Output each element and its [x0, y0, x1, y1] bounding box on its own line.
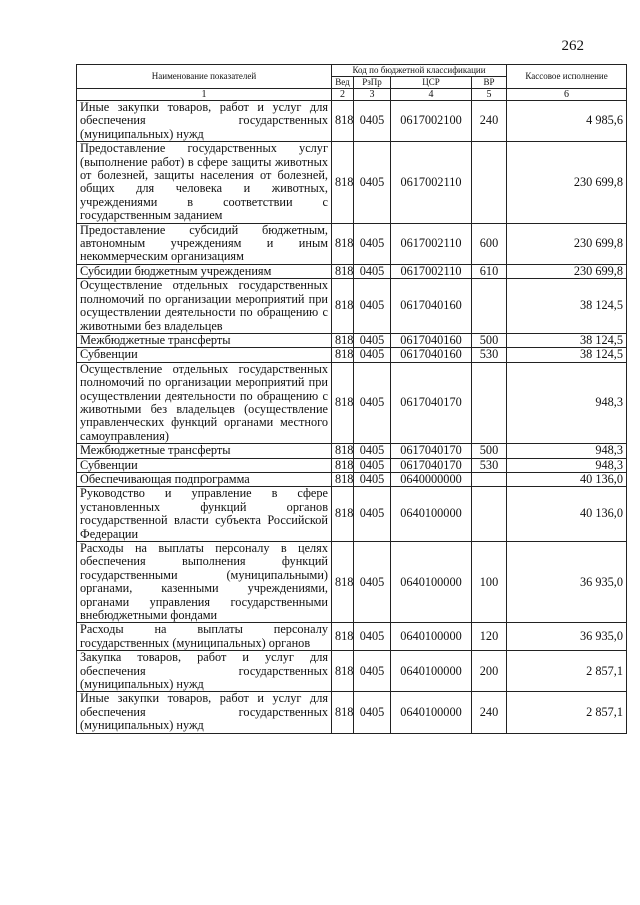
row-rzpr: 0405 [354, 444, 391, 458]
row-csr: 0617040170 [391, 444, 472, 458]
column-number-row [77, 89, 627, 101]
row-csr: 0617002110 [391, 142, 472, 223]
row-rzpr: 0405 [354, 651, 391, 692]
table-row [77, 264, 627, 278]
row-vr: 610 [472, 264, 507, 278]
table-row [77, 692, 627, 733]
row-vr [472, 487, 507, 542]
table-row [77, 458, 627, 472]
row-ved: 818 [332, 362, 354, 443]
row-csr: 0617040170 [391, 362, 472, 443]
table-row [77, 101, 627, 142]
row-amount: 4 985,6 [507, 101, 627, 142]
row-rzpr: 0405 [354, 279, 391, 334]
row-rzpr: 0405 [354, 142, 391, 223]
row-csr: 0617040160 [391, 348, 472, 362]
row-name: Межбюджетные трансферты [77, 333, 332, 347]
row-name: Иные закупки товаров, работ и услуг для обеспечения государственных (муниципальных) нужд [77, 692, 332, 733]
table-row [77, 279, 627, 334]
table-row [77, 487, 627, 542]
table-row [77, 142, 627, 223]
header-code-group: Код по бюджетной классификации [332, 65, 507, 77]
row-ved: 818 [332, 101, 354, 142]
row-vr: 120 [472, 623, 507, 651]
column-number: 1 [77, 89, 332, 101]
row-vr: 100 [472, 542, 507, 623]
row-ved: 818 [332, 458, 354, 472]
row-csr: 0617002110 [391, 264, 472, 278]
row-ved: 818 [332, 142, 354, 223]
row-csr: 0640100000 [391, 542, 472, 623]
row-vr: 530 [472, 458, 507, 472]
row-ved: 818 [332, 279, 354, 334]
column-number: 2 [332, 89, 354, 101]
row-rzpr: 0405 [354, 264, 391, 278]
row-name: Иные закупки товаров, работ и услуг для обеспечения государственных (муниципальных) нужд [77, 101, 332, 142]
row-vr [472, 472, 507, 486]
row-amount: 36 935,0 [507, 542, 627, 623]
row-name: Субвенции [77, 348, 332, 362]
row-rzpr: 0405 [354, 692, 391, 733]
column-number: 4 [391, 89, 472, 101]
row-amount: 2 857,1 [507, 692, 627, 733]
row-csr: 0640100000 [391, 487, 472, 542]
row-rzpr: 0405 [354, 623, 391, 651]
row-csr: 0617040160 [391, 333, 472, 347]
row-vr: 530 [472, 348, 507, 362]
table-row [77, 444, 627, 458]
row-vr [472, 362, 507, 443]
row-csr: 0640000000 [391, 472, 472, 486]
row-ved: 818 [332, 542, 354, 623]
row-amount: 230 699,8 [507, 142, 627, 223]
row-rzpr: 0405 [354, 101, 391, 142]
row-amount: 36 935,0 [507, 623, 627, 651]
row-amount: 230 699,8 [507, 264, 627, 278]
row-ved: 818 [332, 623, 354, 651]
row-name: Обеспечивающая подпрограмма [77, 472, 332, 486]
header-csr: ЦСР [391, 77, 472, 89]
header-name-column: Наименование показателей [77, 65, 332, 89]
row-csr: 0640100000 [391, 692, 472, 733]
row-ved: 818 [332, 444, 354, 458]
row-name: Предоставление государственных услуг (выполнение работ) в сфере защиты животных от болезней, защиты населения от болезней, общих для человека и животных, учреждениями в соответствии с государственным заданием [77, 142, 332, 223]
column-number: 3 [354, 89, 391, 101]
row-ved: 818 [332, 333, 354, 347]
row-csr: 0617002100 [391, 101, 472, 142]
table-body [77, 101, 627, 734]
row-amount: 948,3 [507, 444, 627, 458]
header-execution-column: Кассовое исполнение [507, 65, 627, 89]
row-csr: 0640100000 [391, 623, 472, 651]
row-amount: 40 136,0 [507, 472, 627, 486]
row-csr: 0617040170 [391, 458, 472, 472]
row-rzpr: 0405 [354, 362, 391, 443]
row-rzpr: 0405 [354, 487, 391, 542]
row-name: Осуществление отдельных государственных полномочий по организации мероприятий при осуществлении деятельности по обращению с животными без владельцев [77, 279, 332, 334]
row-rzpr: 0405 [354, 542, 391, 623]
header-rzpr: РзПр [354, 77, 391, 89]
row-amount: 230 699,8 [507, 223, 627, 264]
row-amount: 38 124,5 [507, 348, 627, 362]
row-ved: 818 [332, 264, 354, 278]
row-ved: 818 [332, 651, 354, 692]
table-row [77, 362, 627, 443]
row-rzpr: 0405 [354, 333, 391, 347]
row-name: Субвенции [77, 458, 332, 472]
row-name: Закупка товаров, работ и услуг для обеспечения государственных (муниципальных) нужд [77, 651, 332, 692]
row-ved: 818 [332, 487, 354, 542]
row-amount: 38 124,5 [507, 279, 627, 334]
row-name: Субсидии бюджетным учреждениям [77, 264, 332, 278]
row-name: Расходы на выплаты персоналу в целях обеспечения выполнения функций государственными (муниципальными) органами, казенными учреждениями, органами управления государственными внебюджетными фондами [77, 542, 332, 623]
row-ved: 818 [332, 223, 354, 264]
row-name: Руководство и управление в сфере установленных функций органов государственной власти субъекта Российской Федерации [77, 487, 332, 542]
row-rzpr: 0405 [354, 472, 391, 486]
row-ved: 818 [332, 692, 354, 733]
row-name: Осуществление отдельных государственных полномочий по организации мероприятий при осуществлении деятельности по обращению с животными без владельцев (осуществление управленческих функций органами местного самоуправления) [77, 362, 332, 443]
row-csr: 0617002110 [391, 223, 472, 264]
row-vr: 500 [472, 444, 507, 458]
table-row [77, 542, 627, 623]
row-name: Расходы на выплаты персоналу государственных (муниципальных) органов [77, 623, 332, 651]
row-vr: 240 [472, 692, 507, 733]
row-csr: 0640100000 [391, 651, 472, 692]
table-row [77, 348, 627, 362]
header-row-top [77, 65, 627, 77]
row-amount: 948,3 [507, 458, 627, 472]
row-ved: 818 [332, 348, 354, 362]
table-row [77, 472, 627, 486]
table-row [77, 651, 627, 692]
table-row [77, 223, 627, 264]
column-number: 5 [472, 89, 507, 101]
row-amount: 948,3 [507, 362, 627, 443]
row-rzpr: 0405 [354, 458, 391, 472]
row-rzpr: 0405 [354, 348, 391, 362]
row-name: Предоставление субсидий бюджетным, автономным учреждениям и иным некоммерческим организациям [77, 223, 332, 264]
row-ved: 818 [332, 472, 354, 486]
row-vr [472, 142, 507, 223]
row-vr: 200 [472, 651, 507, 692]
column-number: 6 [507, 89, 627, 101]
table-row [77, 623, 627, 651]
header-ved: Вед [332, 77, 354, 89]
row-name: Межбюджетные трансферты [77, 444, 332, 458]
row-amount: 2 857,1 [507, 651, 627, 692]
row-vr: 500 [472, 333, 507, 347]
header-vr: ВР [472, 77, 507, 89]
row-rzpr: 0405 [354, 223, 391, 264]
table-row [77, 333, 627, 347]
row-vr: 240 [472, 101, 507, 142]
row-amount: 40 136,0 [507, 487, 627, 542]
row-amount: 38 124,5 [507, 333, 627, 347]
row-vr [472, 279, 507, 334]
row-csr: 0617040160 [391, 279, 472, 334]
budget-execution-table [76, 64, 627, 734]
row-vr: 600 [472, 223, 507, 264]
page-number: 262 [561, 38, 584, 54]
